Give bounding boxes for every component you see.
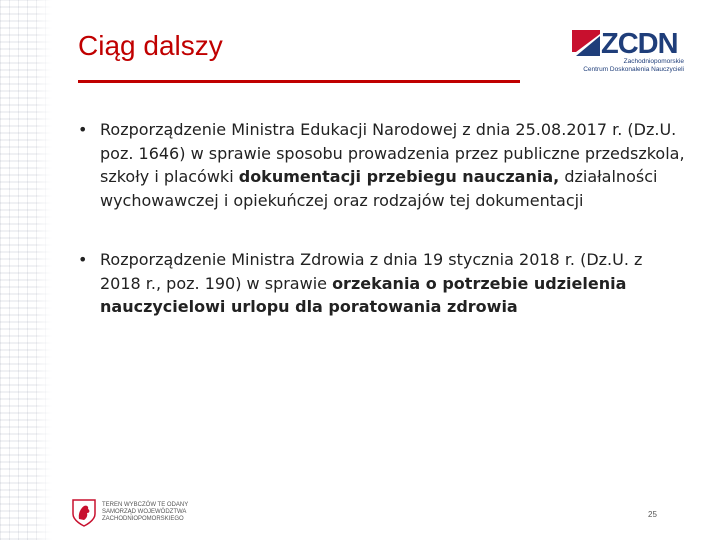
footer-line3: ZACHODNIOPOMORSKIEGO (102, 516, 184, 522)
decorative-handwriting-strip (0, 0, 52, 540)
logo-subtitle (572, 58, 684, 74)
bullet-1-text-end: działalności wychowawczej i opiekuńczej oraz rodzajów tej dokumentacji (100, 167, 658, 210)
slide-title: Ciąg dalszy (78, 30, 223, 61)
logo-subtitle-line2: Centrum Doskonalenia Nauczycieli (583, 66, 684, 73)
zcdn-logo (572, 30, 684, 74)
footer-sponsor-text (102, 502, 188, 523)
bullet-1-text: Rozporządzenie Ministra Edukacji Narodowej z dnia 25.08.2017 r. (Dz.U. poz. 1646) w sprawie sposobu prowadzenia przez publiczne przedszkola, szkoły i placówki (100, 120, 685, 186)
title-underline (78, 80, 520, 83)
bullet-item-1 (78, 118, 688, 212)
bullet-list (78, 118, 688, 319)
bullet-dot-icon: • (78, 120, 88, 139)
page-number: 25 (648, 510, 657, 519)
bullet-2-text: Rozporządzenie Ministra Zdrowia z dnia 19 stycznia 2018 r. (Dz.U. z 2018 r., poz. 190) w sprawie (100, 250, 643, 293)
bullet-2-bold-text: orzekania o potrzebie udzielenia nauczycielowi urlopu dla poratowania zdrowia (100, 273, 627, 316)
logo-subtitle-line1: Zachodniopomorskie (623, 58, 684, 65)
bullet-item-2 (78, 248, 688, 319)
bullet-1-bold-text: dokumentacji przebiegu nauczania, (238, 167, 560, 186)
footer-line2: SAMORZĄD WOJEWÓDZTWA (102, 509, 187, 515)
griffin-crest-icon (72, 499, 96, 527)
zcdn-logo-mark-icon (572, 30, 600, 56)
footer-line1: TEREN WYBCZÓW TE ODANY (102, 502, 189, 508)
bullet-dot-icon: • (78, 250, 88, 269)
footer-sponsor-logo (72, 497, 212, 533)
logo-wordmark: ZCDN (601, 28, 678, 60)
